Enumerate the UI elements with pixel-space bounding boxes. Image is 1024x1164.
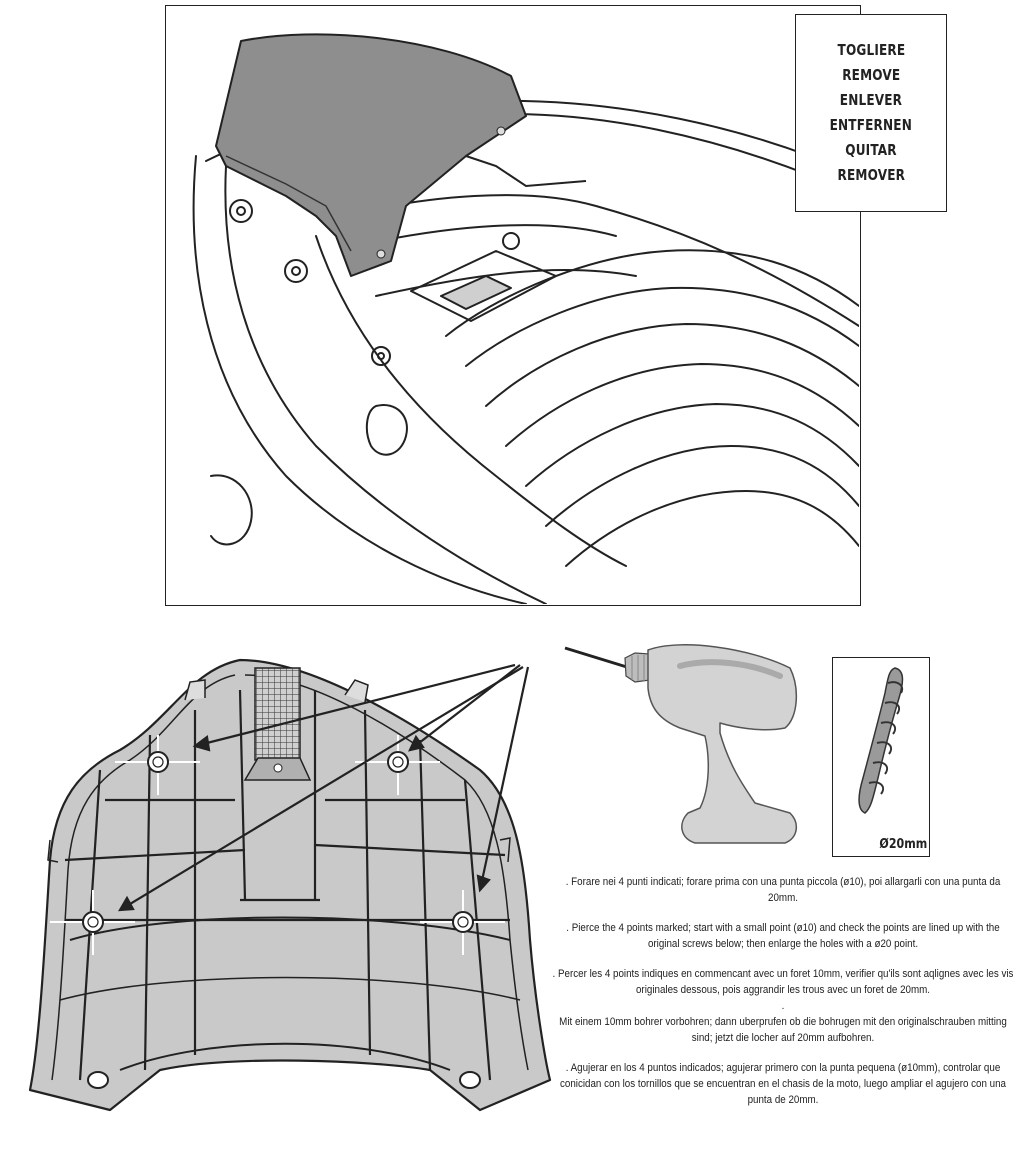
vent-grid: [255, 668, 300, 760]
instruction-italian: . Forare nei 4 punti indicati; forare prima con una punta piccola (ø10), poi allargarli con una punta da 20mm.: [565, 876, 1001, 904]
instruction-spanish: . Agujerar en los 4 puntos indicados; agujerar primero con la punta pequena (ø10mm), controlar que conicidan con los tornillos que se encuentran en el chasis de la moto, luego ampliar el agujero con una punta de 20mm.: [559, 1062, 1006, 1106]
instructions: [548, 874, 1018, 1122]
remove-word-pt: REMOVER: [837, 166, 905, 184]
remove-word-fr: ENLEVER: [839, 91, 903, 109]
remove-word-es: QUITAR: [845, 141, 897, 159]
remove-word-de: ENTFERNEN: [829, 116, 913, 134]
drill-point-4: [453, 912, 473, 932]
drill-point-1: [148, 752, 168, 772]
remove-word-it: TOGLIERE: [837, 41, 905, 59]
remove-label-box: [795, 14, 947, 212]
instruction-german: Mit einem 10mm bohrer vorbohren; dann uberprufen ob die bohrugen mit den originalschrauben mitting sind; jetzt die locher auf 20mm aufbohren.: [559, 1016, 1007, 1044]
scooter-tail-drawing: [166, 6, 859, 604]
drill-point-2: [388, 752, 408, 772]
remove-word-en: REMOVE: [841, 66, 901, 84]
instruction-english: . Pierce the 4 points marked; start with a small point (ø10) and check the points are lined up with the original screws below; then enlarge the holes with a ø20 point.: [566, 922, 1000, 950]
instruction-french: . Percer les 4 points indiques en commencant avec un foret 10mm, verifier qu'ils sont aqlignes avec les vis originales dessous, pois aggrandir les trous avec un foret de 20mm.: [552, 968, 1014, 996]
seat-base-drawing: [10, 640, 570, 1160]
drill-point-3: [83, 912, 103, 932]
separator-dot: .: [781, 1001, 785, 1012]
top-illustration: [165, 5, 861, 606]
drill-drawing: [560, 628, 810, 858]
drill-bit-icon: [833, 658, 928, 828]
drill-bit-box: [832, 657, 930, 857]
drill-bit-size-label: Ø20mm: [879, 837, 927, 852]
